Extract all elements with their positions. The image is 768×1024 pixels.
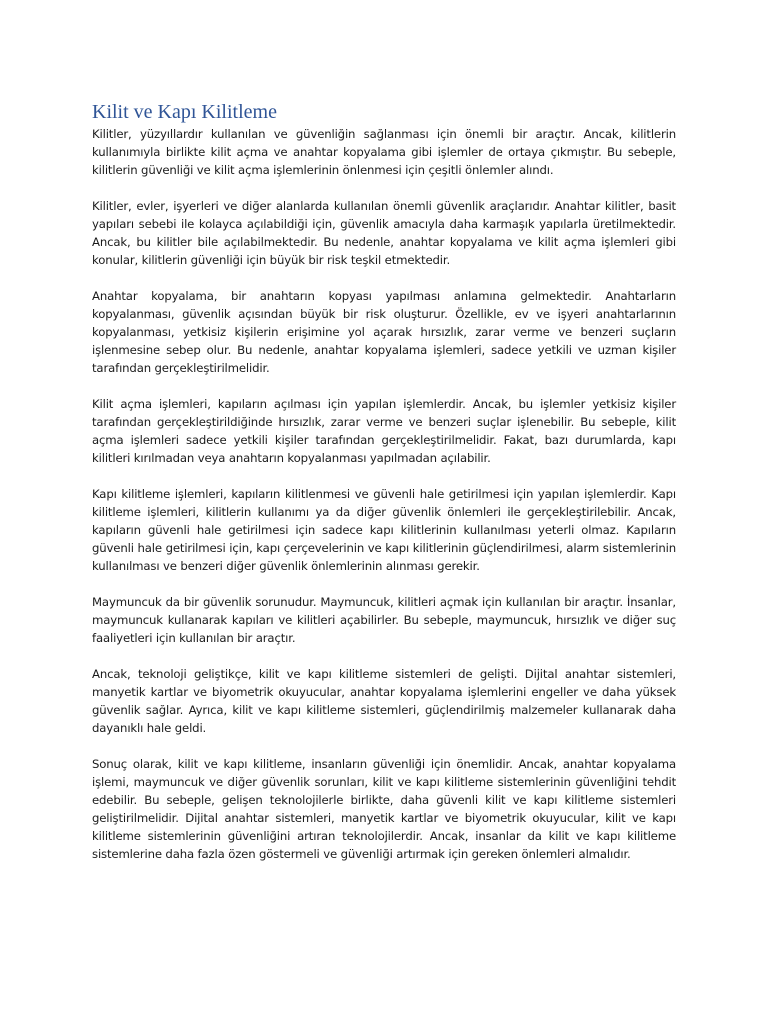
paragraph: Ancak, teknoloji geliştikçe, kilit ve kapı kilitleme sistemleri de gelişti. Dijital anahtar sistemleri, manyetik kartlar ve biyometrik okuyucular, anahtar kopyalama işlemlerini engeller ve daha yüksek güvenlik sağlar. Ayrıca, kilit ve kapı kilitleme sistemleri, güçlendirilmiş malzemeler kullanarak daha dayanıklı hale geldi. (92, 667, 676, 735)
paragraph: Kilitler, yüzyıllardır kullanılan ve güvenliğin sağlanması için önemli bir araçtır. Ancak, kilitlerin kullanımıyla birlikte kilit açma ve anahtar kopyalama gibi işlemler de ortaya çıkmıştır. Bu sebeple, kilitlerin güvenliği ve kilit açma işlemlerinin önlenmesi için çeşitli önlemler alındı. (92, 127, 676, 177)
paragraph: Kilit açma işlemleri, kapıların açılması için yapılan işlemlerdir. Ancak, bu işlemler yetkisiz kişiler tarafından gerçekleştirildiğinde hırsızlık, zarar verme ve benzeri suçlar işlenebilir. Bu sebeple, kilit açma işlemleri sadece yetkili kişiler tarafından gerçekleştirilmelidir. Fakat, bazı durumlarda, kapı kilitleri kırılmadan veya anahtarın kopyalanması yapılmadan açılabilir. (92, 397, 676, 465)
document-title: Kilit ve Kapı Kilitleme (92, 101, 277, 123)
paragraph: Sonuç olarak, kilit ve kapı kilitleme, insanların güvenliği için önemlidir. Ancak, anahtar kopyalama işlemi, maymuncuk ve diğer güvenlik sorunları, kilit ve kapı kilitleme sistemlerinin güvenliğini tehdit edebilir. Bu sebeple, gelişen teknolojilerle birlikte, daha güvenli kilit ve kapı kilitleme sistemleri geliştirilmelidir. Dijital anahtar sistemleri, manyetik kartlar ve biyometrik okuyucular, kilit ve kapı kilitleme sistemlerinin güvenliğini artıran teknolojilerdir. Ancak, insanlar da kilit ve kapı kilitleme sistemlerine daha fazla özen göstermeli ve güvenliği artırmak için gereken önlemleri almalıdır. (92, 757, 676, 861)
paragraph: Kilitler, evler, işyerleri ve diğer alanlarda kullanılan önemli güvenlik araçlarıdır. Anahtar kilitler, basit yapıları sebebi ile kolayca açılabildiği için, güvenlik amacıyla daha karmaşık yapılarla üretilmektedir. Ancak, bu kilitler bile açılabilmektedir. Bu nedenle, anahtar kopyalama ve kilit açma işlemleri gibi konular, kilitlerin güvenliği için büyük bir risk teşkil etmektedir. (92, 199, 676, 267)
document-body (92, 99, 676, 863)
paragraph: Maymuncuk da bir güvenlik sorunudur. Maymuncuk, kilitleri açmak için kullanılan bir araçtır. İnsanlar, maymuncuk kullanarak kapıları ve kilitleri açabilirler. Bu sebeple, maymuncuk, hırsızlık ve diğer suç faaliyetleri için kullanılan bir araçtır. (92, 595, 676, 645)
paragraph: Kapı kilitleme işlemleri, kapıların kilitlenmesi ve güvenli hale getirilmesi için yapılan işlemlerdir. Kapı kilitleme işlemleri, kilitlerin kullanımı ya da diğer güvenlik önlemleri ile gerçekleştirilebilir. Ancak, kapıların güvenli hale getirilmesi için sadece kapı kilitlerinin kullanılması yeterli olmaz. Kapıların güvenli hale getirilmesi için, kapı çerçevelerinin ve kapı kilitlerinin güçlendirilmesi, alarm sistemlerinin kullanılması ve benzeri diğer güvenlik önlemlerinin alınması gerekir. (92, 487, 676, 573)
paragraph: Anahtar kopyalama, bir anahtarın kopyası yapılması anlamına gelmektedir. Anahtarların kopyalanması, güvenlik açısından büyük bir risk oluşturur. Özellikle, ev ve işyeri anahtarlarının kopyalanması, yetkisiz kişilerin erişimine yol açarak hırsızlık, zarar verme ve benzeri suçların işlenmesine sebep olur. Bu nedenle, anahtar kopyalama işlemleri, sadece yetkili ve uzman kişiler tarafından gerçekleştirilmelidir. (92, 289, 676, 375)
